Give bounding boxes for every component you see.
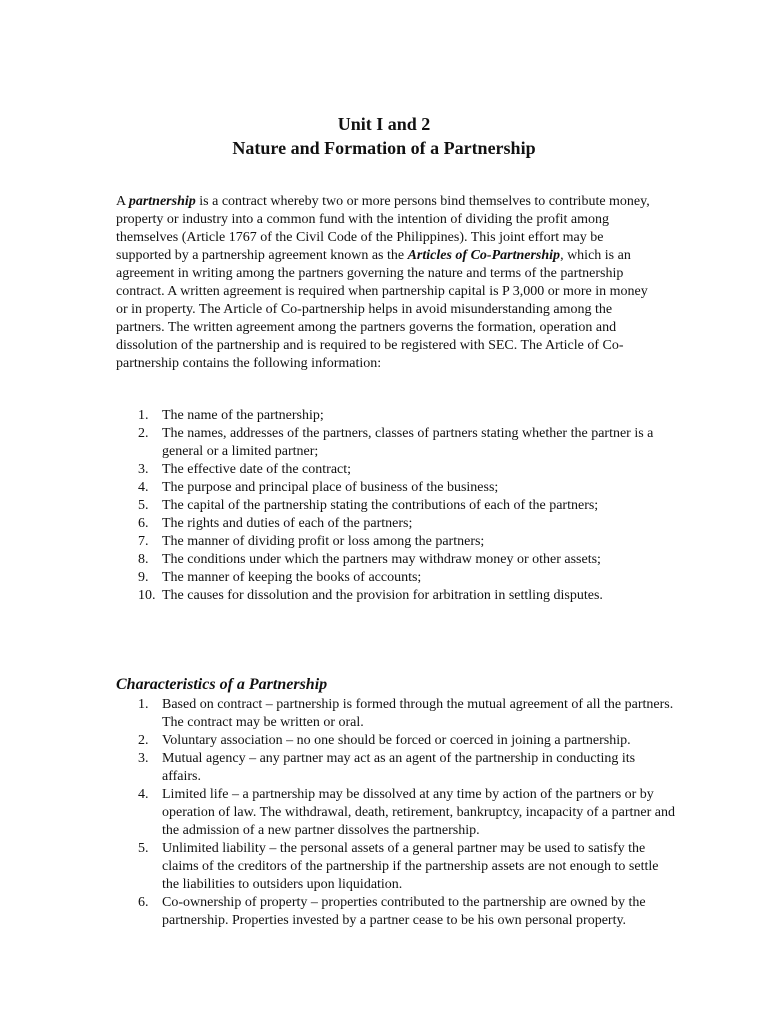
list-text: Mutual agency – any partner may act as an agent of the partnership in conducting its affairs.: [162, 751, 636, 784]
list-text: The effective date of the contract;: [162, 462, 352, 477]
articles-contents-list: [116, 407, 676, 605]
list-text: The causes for dissolution and the provision for arbitration in settling disputes.: [162, 588, 603, 603]
list-item: [116, 479, 676, 497]
list-item: [116, 732, 676, 750]
list-item: [116, 551, 676, 569]
list-number: 5.: [138, 841, 149, 856]
list-number: 5.: [138, 498, 149, 513]
intro-text-1: A: [116, 194, 129, 209]
list-text: The manner of dividing profit or loss among the partners;: [162, 534, 485, 549]
list-item: [116, 696, 676, 732]
list-item: [116, 497, 676, 515]
list-number: 3.: [138, 462, 149, 477]
list-text: The conditions under which the partners may withdraw money or other assets;: [162, 552, 601, 567]
list-text: Unlimited liability – the personal assets of a general partner may be used to satisfy the claims of the creditors of the partnership if the partnership assets are not enough to settle the liabilities to outsiders upon liquidation.: [162, 841, 659, 892]
list-text: The names, addresses of the partners, classes of partners stating whether the partner is a general or a limited partner;: [162, 426, 654, 459]
section-heading: Characteristics of a Partnership: [116, 676, 328, 693]
list-number: 2.: [138, 426, 149, 441]
list-number: 6.: [138, 895, 149, 910]
term-partnership: partnership: [128, 194, 196, 209]
list-item: [116, 569, 676, 587]
list-number: 1.: [138, 408, 149, 423]
list-text: The rights and duties of each of the partners;: [162, 516, 413, 531]
list-item: [116, 515, 676, 533]
characteristics-list: [116, 696, 676, 930]
list-text: The name of the partnership;: [162, 408, 324, 423]
list-item: [116, 894, 676, 930]
term-articles-of-co-partnership: Articles of Co-Partnership: [407, 248, 561, 263]
list-text: Voluntary association – no one should be forced or coerced in joining a partnership.: [162, 733, 631, 748]
list-number: 2.: [138, 733, 149, 748]
list-text: The manner of keeping the books of accounts;: [162, 570, 422, 585]
list-text: The capital of the partnership stating the contributions of each of the partners;: [162, 498, 599, 513]
intro-text-2: is a contract whereby two or more persons bind themselves to contribute money, property or industry into a common fund with the intention of dividing the profit among themselves (Article 1767 of the Civil Code of the Philippines). This joint effort may be supported by a partnership agreement known as the: [116, 194, 650, 263]
list-item: [116, 461, 676, 479]
list-item: [116, 587, 676, 605]
list-text: Based on contract – partnership is formed through the mutual agreement of all the partners. The contract may be written or oral.: [162, 697, 674, 730]
list-number: 8.: [138, 552, 149, 567]
list-number: 3.: [138, 751, 149, 766]
page-title: Nature and Formation of a Partnership: [232, 138, 536, 158]
list-text: Co-ownership of property – properties contributed to the partnership are owned by the partnership. Properties invested by a partner cease to be his own personal property.: [162, 895, 646, 928]
list-item: [116, 407, 676, 425]
title-block: [0, 112, 768, 160]
list-item: [116, 786, 676, 840]
list-number: 10.: [138, 588, 156, 603]
list-number: 1.: [138, 697, 149, 712]
list-number: 4.: [138, 480, 149, 495]
intro-paragraph: [116, 193, 656, 373]
list-item: [116, 750, 676, 786]
unit-title: Unit I and 2: [337, 114, 431, 134]
list-number: 7.: [138, 534, 149, 549]
list-item: [116, 840, 676, 894]
list-number: 6.: [138, 516, 149, 531]
list-number: 9.: [138, 570, 149, 585]
list-text: Limited life – a partnership may be dissolved at any time by action of the partners or by operation of law. The withdrawal, death, retirement, bankruptcy, incapacity of a partner and the admission of a new partner dissolves the partnership.: [162, 787, 675, 838]
list-item: [116, 425, 676, 461]
list-text: The purpose and principal place of business of the business;: [162, 480, 499, 495]
list-number: 4.: [138, 787, 149, 802]
list-item: [116, 533, 676, 551]
intro-text-3: , which is an agreement in writing among the partners governing the nature and terms of the partnership contract. A written agreement is required when partnership capital is P 3,000 or more in money or in property. The Article of Co-partnership helps in avoid misunderstanding among the partners. The written agreement among the partners governs the formation, operation and dissolution of the partnership and is required to be registered with SEC. The Article of Co-partnership contains the following information:: [116, 248, 648, 371]
